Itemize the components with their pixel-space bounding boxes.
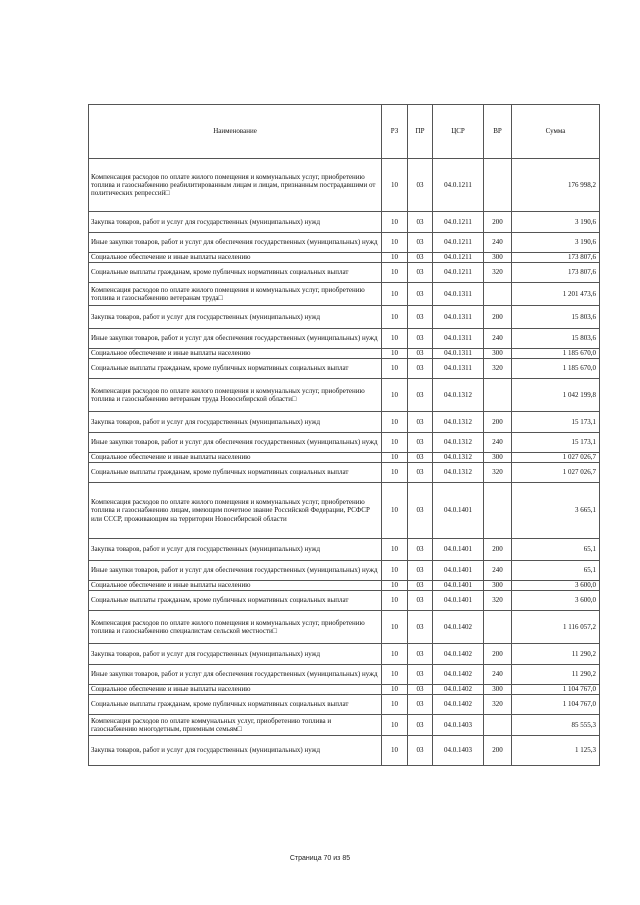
cell-csr: 04.0.1403 — [433, 736, 484, 766]
cell-name: Иные закупки товаров, работ и услуг для обеспечения государственных (муниципальных) нужд — [89, 665, 382, 685]
cell-vr: 200 — [484, 539, 512, 561]
cell-name: Социальное обеспечение и иные выплаты населению — [89, 349, 382, 359]
cell-sum: 3 190,6 — [512, 233, 600, 253]
cell-rz: 10 — [382, 591, 408, 611]
table-row — [89, 329, 600, 349]
table-row — [89, 263, 600, 283]
cell-sum: 1 201 473,6 — [512, 283, 600, 306]
header-vr: ВР — [484, 105, 512, 159]
cell-rz: 10 — [382, 379, 408, 412]
cell-pr: 03 — [408, 591, 433, 611]
cell-pr: 03 — [408, 159, 433, 212]
cell-sum: 3 600,0 — [512, 581, 600, 591]
cell-rz: 10 — [382, 539, 408, 561]
cell-rz: 10 — [382, 349, 408, 359]
cell-name: Компенсация расходов по оплате жилого помещения и коммунальных услуг, приобретению топлива и газоснабжению лицам, имеющим почетное звание Российской Федерации, РСФСР или СССР, проживающим на территории Новосибирской области — [89, 483, 382, 539]
table-row — [89, 581, 600, 591]
cell-name: Иные закупки товаров, работ и услуг для обеспечения государственных (муниципальных) нужд — [89, 561, 382, 581]
cell-csr: 04.0.1211 — [433, 212, 484, 233]
cell-rz: 10 — [382, 283, 408, 306]
cell-name: Социальные выплаты гражданам, кроме публичных нормативных социальных выплат — [89, 359, 382, 379]
cell-csr: 04.0.1311 — [433, 329, 484, 349]
cell-vr: 320 — [484, 359, 512, 379]
cell-sum: 1 027 026,7 — [512, 453, 600, 463]
table-body — [89, 159, 600, 766]
cell-csr: 04.0.1402 — [433, 695, 484, 715]
cell-vr: 240 — [484, 233, 512, 253]
cell-sum: 176 998,2 — [512, 159, 600, 212]
table-row — [89, 736, 600, 766]
cell-pr: 03 — [408, 539, 433, 561]
cell-rz: 10 — [382, 359, 408, 379]
cell-name: Социальные выплаты гражданам, кроме публичных нормативных социальных выплат — [89, 695, 382, 715]
cell-name: Социальное обеспечение и иные выплаты населению — [89, 685, 382, 695]
cell-csr: 04.0.1311 — [433, 359, 484, 379]
cell-csr: 04.0.1312 — [433, 412, 484, 433]
cell-name: Компенсация расходов по оплате жилого помещения и коммунальных услуг, приобретению топлива и газоснабжению ветеранам труда Новосибирской области□ — [89, 379, 382, 412]
cell-name: Закупка товаров, работ и услуг для государственных (муниципальных) нужд — [89, 736, 382, 766]
cell-csr: 04.0.1401 — [433, 483, 484, 539]
table-row — [89, 349, 600, 359]
cell-vr: 300 — [484, 581, 512, 591]
cell-vr — [484, 715, 512, 736]
cell-sum: 173 807,6 — [512, 253, 600, 263]
cell-rz: 10 — [382, 736, 408, 766]
cell-sum: 173 807,6 — [512, 263, 600, 283]
cell-pr: 03 — [408, 359, 433, 379]
table-row — [89, 233, 600, 253]
cell-csr: 04.0.1211 — [433, 253, 484, 263]
cell-sum: 1 116 057,2 — [512, 611, 600, 644]
cell-vr: 320 — [484, 263, 512, 283]
cell-sum: 3 190,6 — [512, 212, 600, 233]
cell-csr: 04.0.1312 — [433, 463, 484, 483]
cell-csr: 04.0.1401 — [433, 591, 484, 611]
cell-pr: 03 — [408, 263, 433, 283]
cell-vr: 240 — [484, 433, 512, 453]
cell-vr — [484, 483, 512, 539]
cell-vr: 320 — [484, 591, 512, 611]
table-row — [89, 306, 600, 329]
cell-sum: 11 290,2 — [512, 644, 600, 665]
cell-csr: 04.0.1401 — [433, 539, 484, 561]
cell-sum: 1 104 767,0 — [512, 695, 600, 715]
cell-csr: 04.0.1311 — [433, 306, 484, 329]
cell-vr: 200 — [484, 412, 512, 433]
table-row — [89, 463, 600, 483]
cell-vr: 320 — [484, 463, 512, 483]
cell-rz: 10 — [382, 329, 408, 349]
cell-rz: 10 — [382, 644, 408, 665]
cell-pr: 03 — [408, 349, 433, 359]
cell-csr: 04.0.1312 — [433, 453, 484, 463]
header-rz: РЗ — [382, 105, 408, 159]
cell-sum: 1 027 026,7 — [512, 463, 600, 483]
cell-pr: 03 — [408, 581, 433, 591]
cell-pr: 03 — [408, 212, 433, 233]
cell-csr: 04.0.1402 — [433, 611, 484, 644]
table-row — [89, 685, 600, 695]
cell-rz: 10 — [382, 611, 408, 644]
cell-pr: 03 — [408, 736, 433, 766]
cell-sum: 65,1 — [512, 539, 600, 561]
table-row — [89, 539, 600, 561]
header-name: Наименование — [89, 105, 382, 159]
cell-sum: 3 600,0 — [512, 591, 600, 611]
cell-vr: 240 — [484, 329, 512, 349]
cell-vr: 200 — [484, 644, 512, 665]
cell-name: Социальные выплаты гражданам, кроме публичных нормативных социальных выплат — [89, 263, 382, 283]
cell-rz: 10 — [382, 685, 408, 695]
table-row — [89, 715, 600, 736]
cell-name: Компенсация расходов по оплате жилого помещения и коммунальных услуг, приобретению топлива и газоснабжению реабилитированным лицам и лицам, признанным пострадавшими от политических репрессий□ — [89, 159, 382, 212]
cell-vr — [484, 159, 512, 212]
cell-vr: 200 — [484, 736, 512, 766]
cell-name: Закупка товаров, работ и услуг для государственных (муниципальных) нужд — [89, 644, 382, 665]
cell-vr — [484, 379, 512, 412]
cell-rz: 10 — [382, 212, 408, 233]
table-row — [89, 253, 600, 263]
cell-pr: 03 — [408, 685, 433, 695]
cell-rz: 10 — [382, 665, 408, 685]
table-row — [89, 453, 600, 463]
cell-csr: 04.0.1211 — [433, 263, 484, 283]
table-row — [89, 212, 600, 233]
cell-pr: 03 — [408, 561, 433, 581]
table-row — [89, 611, 600, 644]
table-row — [89, 644, 600, 665]
table-row — [89, 283, 600, 306]
cell-rz: 10 — [382, 581, 408, 591]
cell-rz: 10 — [382, 483, 408, 539]
cell-vr — [484, 611, 512, 644]
cell-name: Социальные выплаты гражданам, кроме публичных нормативных социальных выплат — [89, 591, 382, 611]
cell-name: Закупка товаров, работ и услуг для государственных (муниципальных) нужд — [89, 539, 382, 561]
cell-pr: 03 — [408, 483, 433, 539]
cell-vr: 300 — [484, 685, 512, 695]
cell-csr: 04.0.1311 — [433, 349, 484, 359]
cell-pr: 03 — [408, 233, 433, 253]
cell-csr: 04.0.1211 — [433, 159, 484, 212]
table-row — [89, 159, 600, 212]
cell-name: Иные закупки товаров, работ и услуг для обеспечения государственных (муниципальных) нужд — [89, 233, 382, 253]
cell-sum: 1 125,3 — [512, 736, 600, 766]
cell-pr: 03 — [408, 306, 433, 329]
cell-csr: 04.0.1402 — [433, 644, 484, 665]
table-header-row — [89, 105, 600, 159]
cell-sum: 15 803,6 — [512, 306, 600, 329]
table-row — [89, 412, 600, 433]
cell-pr: 03 — [408, 644, 433, 665]
cell-name: Компенсация расходов по оплате жилого помещения и коммунальных услуг, приобретению топлива и газоснабжению специалистам сельской местности□ — [89, 611, 382, 644]
cell-rz: 10 — [382, 412, 408, 433]
cell-sum: 65,1 — [512, 561, 600, 581]
cell-rz: 10 — [382, 561, 408, 581]
cell-sum: 1 185 670,0 — [512, 349, 600, 359]
cell-pr: 03 — [408, 283, 433, 306]
cell-vr — [484, 283, 512, 306]
table-row — [89, 665, 600, 685]
cell-name: Социальное обеспечение и иные выплаты населению — [89, 253, 382, 263]
cell-pr: 03 — [408, 463, 433, 483]
cell-pr: 03 — [408, 665, 433, 685]
cell-name: Компенсация расходов по оплате коммунальных услуг, приобретению топлива и газоснабжению многодетным, приемным семьям□ — [89, 715, 382, 736]
cell-sum: 1 042 199,8 — [512, 379, 600, 412]
cell-rz: 10 — [382, 306, 408, 329]
cell-pr: 03 — [408, 379, 433, 412]
cell-name: Закупка товаров, работ и услуг для государственных (муниципальных) нужд — [89, 306, 382, 329]
cell-csr: 04.0.1401 — [433, 581, 484, 591]
cell-name: Социальное обеспечение и иные выплаты населению — [89, 453, 382, 463]
cell-sum: 3 665,1 — [512, 483, 600, 539]
cell-csr: 04.0.1312 — [433, 433, 484, 453]
table-row — [89, 591, 600, 611]
cell-sum: 15 173,1 — [512, 412, 600, 433]
cell-rz: 10 — [382, 715, 408, 736]
cell-rz: 10 — [382, 159, 408, 212]
cell-pr: 03 — [408, 329, 433, 349]
cell-sum: 11 290,2 — [512, 665, 600, 685]
cell-rz: 10 — [382, 695, 408, 715]
cell-csr: 04.0.1402 — [433, 685, 484, 695]
cell-pr: 03 — [408, 253, 433, 263]
cell-name: Закупка товаров, работ и услуг для государственных (муниципальных) нужд — [89, 212, 382, 233]
cell-vr: 300 — [484, 453, 512, 463]
cell-vr: 300 — [484, 253, 512, 263]
cell-csr: 04.0.1312 — [433, 379, 484, 412]
cell-sum: 85 555,3 — [512, 715, 600, 736]
cell-pr: 03 — [408, 695, 433, 715]
cell-vr: 240 — [484, 665, 512, 685]
table-row — [89, 433, 600, 453]
cell-rz: 10 — [382, 453, 408, 463]
cell-vr: 200 — [484, 306, 512, 329]
cell-csr: 04.0.1401 — [433, 561, 484, 581]
cell-pr: 03 — [408, 433, 433, 453]
cell-pr: 03 — [408, 715, 433, 736]
cell-name: Социальные выплаты гражданам, кроме публичных нормативных социальных выплат — [89, 463, 382, 483]
table-row — [89, 483, 600, 539]
cell-name: Закупка товаров, работ и услуг для государственных (муниципальных) нужд — [89, 412, 382, 433]
cell-pr: 03 — [408, 453, 433, 463]
table-row — [89, 379, 600, 412]
cell-name: Социальное обеспечение и иные выплаты населению — [89, 581, 382, 591]
header-csr: ЦСР — [433, 105, 484, 159]
cell-vr: 300 — [484, 349, 512, 359]
cell-name: Иные закупки товаров, работ и услуг для обеспечения государственных (муниципальных) нужд — [89, 433, 382, 453]
header-sum: Сумма — [512, 105, 600, 159]
cell-rz: 10 — [382, 433, 408, 453]
budget-table — [88, 104, 600, 766]
cell-csr: 04.0.1403 — [433, 715, 484, 736]
cell-vr: 200 — [484, 212, 512, 233]
cell-csr: 04.0.1402 — [433, 665, 484, 685]
table-row — [89, 695, 600, 715]
cell-vr: 240 — [484, 561, 512, 581]
cell-sum: 15 173,1 — [512, 433, 600, 453]
cell-rz: 10 — [382, 233, 408, 253]
cell-rz: 10 — [382, 253, 408, 263]
cell-rz: 10 — [382, 263, 408, 283]
cell-vr: 320 — [484, 695, 512, 715]
table-row — [89, 561, 600, 581]
cell-pr: 03 — [408, 611, 433, 644]
table-row — [89, 359, 600, 379]
cell-name: Компенсация расходов по оплате жилого помещения и коммунальных услуг, приобретению топлива и газоснабжению ветеранам труда□ — [89, 283, 382, 306]
cell-sum: 1 185 670,0 — [512, 359, 600, 379]
cell-name: Иные закупки товаров, работ и услуг для обеспечения государственных (муниципальных) нужд — [89, 329, 382, 349]
cell-sum: 1 104 767,0 — [512, 685, 600, 695]
cell-sum: 15 803,6 — [512, 329, 600, 349]
header-pr: ПР — [408, 105, 433, 159]
cell-csr: 04.0.1311 — [433, 283, 484, 306]
page-number: Страница 70 из 85 — [289, 855, 351, 862]
cell-rz: 10 — [382, 463, 408, 483]
cell-csr: 04.0.1211 — [433, 233, 484, 253]
cell-pr: 03 — [408, 412, 433, 433]
